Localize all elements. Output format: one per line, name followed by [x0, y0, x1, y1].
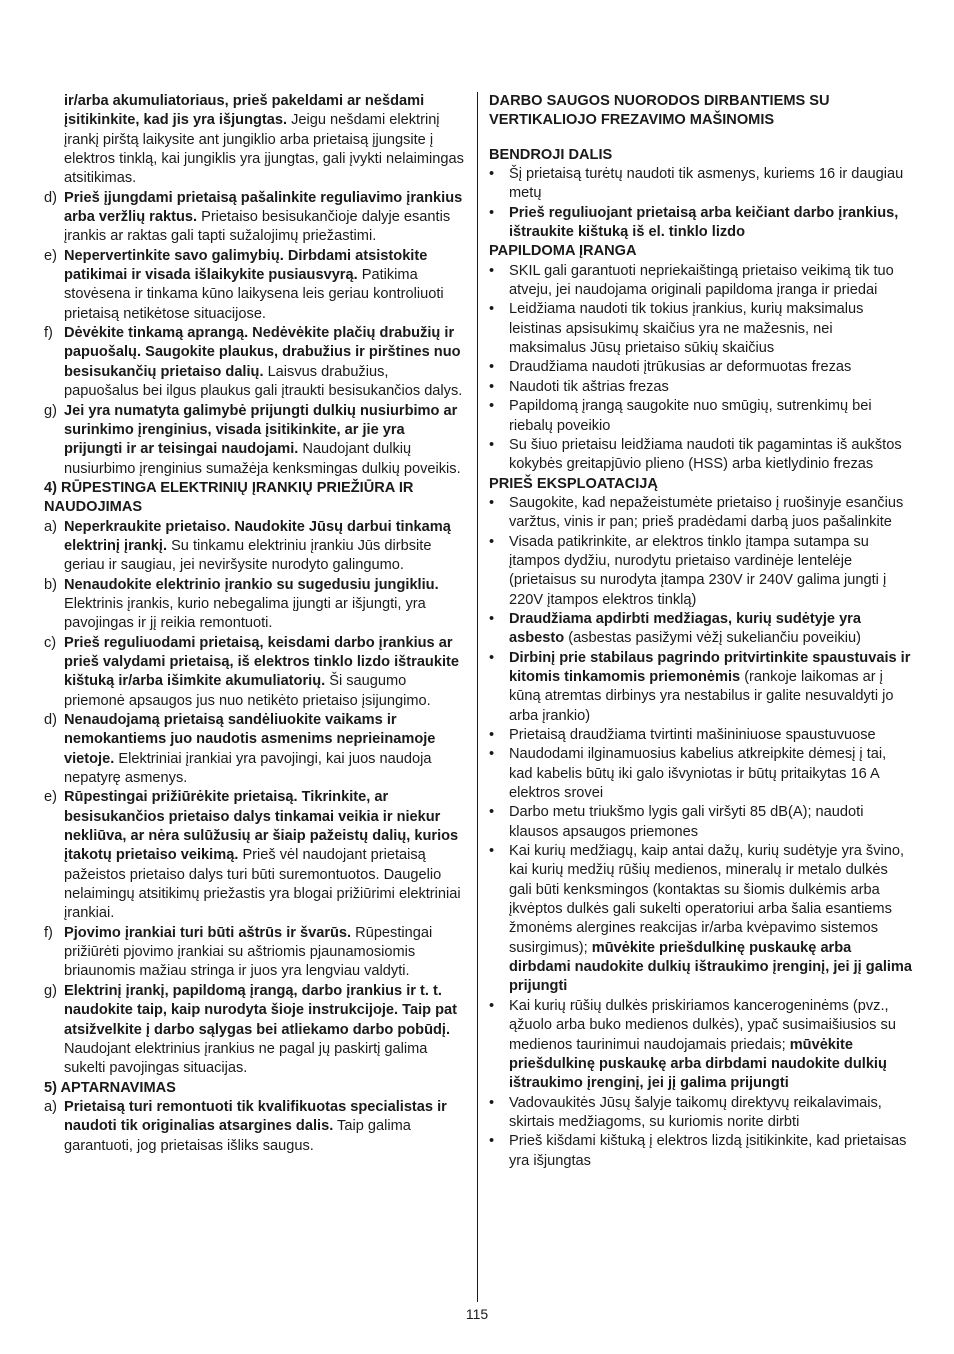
bullet-item [489, 649, 913, 726]
item-marker: c) [44, 634, 57, 651]
bullet-item [489, 262, 913, 301]
bullet-item [489, 300, 913, 358]
heading-section-5: 5) APTARNAVIMAS [44, 1079, 176, 1096]
bullet-item [489, 1094, 913, 1133]
item-marker: f) [44, 325, 53, 342]
bullet-icon: • [489, 398, 495, 415]
bullet-icon: • [489, 301, 495, 318]
list-item [44, 518, 466, 576]
bullet-text: Kai kurių medžiagų, kaip antai dažų, kurių sudėtyje yra švino, kai kurių medžių rūšių medienos, mineralų ir metalo dulkės gali būti kenksmingos (kontaktas su šiomis dulkėmis arba įkvėptos dulkės gali sukelti operatoriui arba šalia esantiems žmonėms alergines reakcijas ir/arba kvėpavimo sistemos susirgimus); mūvėkite priešdulkinę puskaukę arba dirbdami naudokite dulkių ištraukimo įrenginį, jei jį galima prijungti [509, 843, 913, 995]
item-marker: d) [44, 189, 57, 206]
item-text: Nenaudokite elektrinio įrankio su sugedusiu jungikliu. Elektrinis įrankis, kurio nebegalima įjungti ar išjungti, yra pavojingas ir jį reikia remontuoti. [64, 576, 439, 632]
safety-title: DARBO SAUGOS NUORODOS DIRBANTIEMS SU VERTIKALIOJO FREZAVIMO MAŠINOMIS [489, 93, 830, 129]
bullet-item [489, 1132, 913, 1171]
bullet-item [489, 436, 913, 475]
list-item [44, 924, 466, 982]
bullet-text: Naudodami ilginamuosius kabelius atkreipkite dėmesį į tai, kad kabelis būtų iki galo išvyniotas ir būtų pritaikytas 16 A elektros srovei [509, 746, 887, 802]
item-marker: e) [44, 247, 57, 264]
bullet-icon: • [489, 359, 495, 376]
left-column [44, 92, 466, 1156]
bullet-icon: • [489, 804, 495, 821]
bullet-item [489, 726, 913, 745]
bullet-text: Vadovaukitės Jūsų šalyje taikomų direktyvų reikalavimais, skirtais medžiagoms, su kuriomis norite dirbti [509, 1094, 882, 1130]
bullet-item [489, 533, 913, 610]
item-text: Elektrinį įrankį, papildomą įrangą, darbo įrankius ir t. t. naudokite taip, kaip nurodyta šioje instrukcijoje. Taip pat atsižvelkite į darbo sąlygas bei atliekamo darbo pobūdį. Naudojant elektrinius įrankius ne pagal jų paskirtį galima sukelti pavojingas situacijas. [64, 982, 458, 1077]
column-divider [477, 92, 478, 1302]
item-text: Jei yra numatyta galimybė prijungti dulkių nusiurbimo ar surinkimo įrenginius, visada įsitikinkite, ar jie yra prijungti ir ar teisingai naudojami. Naudojant dulkių nusiurbimo įrenginius sumažėja kenksmingas dulkių poveikis. [64, 402, 461, 477]
continued-paragraph: ir/arba akumuliatoriaus, prieš pakeldami ar nešdami įsitikinkite, kad jis yra išjungtas. Jeigu nešdami elektrinį įrankį pirštą laikysite ant jungiklio arba prietaisą įjungsite į elektros tinklą, kai jungiklis yra įjungtas, gali įvykti nelaimingas atsitikimas. [64, 93, 464, 187]
bullet-text: Prietaisą draudžiama tvirtinti mašininiuose spaustuvuose [509, 727, 876, 743]
bullet-icon: • [489, 204, 495, 221]
item-marker: b) [44, 576, 57, 593]
item-marker: e) [44, 789, 57, 806]
heading-general: BENDROJI DALIS [489, 146, 613, 163]
list-item [44, 634, 466, 711]
bullet-icon: • [489, 262, 495, 279]
bullet-text: SKIL gali garantuoti nepriekaištingą prietaiso veikimą tik tuo atveju, jei naudojama originali papildoma įranga ir priedai [509, 262, 894, 299]
bullet-text: Papildomą įrangą saugokite nuo smūgių, sutrenkimų bei riebalų poveikio [509, 398, 872, 434]
bullet-text: Dirbinį prie stabilaus pagrindo pritvirtinkite spaustuvais ir kitomis tinkamomis priemonėmis (rankoje laikomas ar į kūną atremtas dirbinys yra nestabilus ir galite nesuvaldyti jo arba įrankio) [509, 649, 911, 724]
bullet-text: Kai kurių rūšių dulkės priskiriamos kancerogeninėms (pvz., ąžuolo arba buko medienos dulkės), ypač susimaišiusios su medienos taurinimui naudojamais priedais; mūvėkite priešdulkinę puskaukę arba dirbdami naudokite dulkių ištraukimo įrenginį, jei jį galima prijungti [509, 997, 896, 1092]
bullet-text: Draudžiama apdirbti medžiagas, kurių sudėtyje yra asbesto (asbestas pasižymi vėžį sukeliančiu poveikiu) [509, 610, 862, 647]
list-item [44, 982, 466, 1079]
bullet-icon: • [489, 610, 495, 627]
bullet-item [489, 204, 913, 243]
bullet-text: Šį prietaisą turėtų naudoti tik asmenys, kuriems 16 ir daugiau metų [509, 166, 904, 202]
bullet-item [489, 997, 913, 1094]
list-item [44, 189, 466, 247]
item-text: Prieš reguliuodami prietaisą, keisdami darbo įrankius ar prieš valydami prietaisą, iš elektros tinklo lizdo ištraukite kištuką ir/arba išimkite akumuliatorių. Ši saugumo priemonė apsaugos jus nuo netikėto prietaiso įsijungimo. [64, 634, 459, 709]
bullet-icon: • [489, 1094, 495, 1111]
bullet-text: Visada patikrinkite, ar elektros tinklo įtampa sutampa su įtampos dydžiu, nurodytu prietaiso vardinėje lentelėje (prietaisus su nurodyta įtampa 230V ir 240V galima jungti į 220V įtampos elektros tinklą) [509, 533, 887, 608]
bullet-icon: • [489, 1133, 495, 1150]
bullet-text: Prieš reguliuojant prietaisą arba keičiant darbo įrankius, ištraukite kištuką iš el. tinklo lizdo [509, 204, 899, 241]
item-text: Nenaudojamą prietaisą sandėliuokite vaikams ir nemokantiems juo naudotis asmenims neprieinamoje vietoje. Elektriniai įrankiai yra pavojingi, kai juos naudoja nepatyrę asmenys. [64, 712, 436, 787]
bullet-text: Su šiuo prietaisu leidžiama naudoti tik pagamintas iš aukštos kokybės greitapjūvio plieno (HSS) arba kietlydinio frezas [509, 436, 902, 473]
bullet-icon: • [489, 436, 495, 453]
bullet-icon: • [489, 997, 495, 1014]
bullet-text: Leidžiama naudoti tik tokius įrankius, kurių maksimalus leistinas apsisukimų skaičius yra ne mažesnis, nei maksimalus Jūsų prietaiso sūkių skaičius [509, 301, 864, 357]
heading-accessories: PAPILDOMA ĮRANGA [489, 243, 637, 260]
item-text: Nepervertinkite savo galimybių. Dirbdami atsistokite patikimai ir visada išlaikykite pusiausvyrą. Patikima stovėsena ir tinkama kūno laikysena leis geriau kontroliuoti prietaisą netikėtose situacijose. [64, 247, 444, 322]
list-general [489, 165, 913, 242]
bullet-item [489, 397, 913, 436]
list-section-5 [44, 1098, 466, 1156]
bullet-text: Saugokite, kad nepažeistumėte prietaiso į ruošinyje esančius varžtus, vinis ir pan; prieš pradėdami darbą juos pašalinkite [509, 494, 904, 531]
item-marker: f) [44, 924, 53, 941]
list-item [44, 711, 466, 788]
bullet-text: Prieš kišdami kištuką į elektros lizdą įsitikinkite, kad prietaisas yra išjungtas [509, 1133, 907, 1169]
bullet-item [489, 610, 913, 649]
bullet-item [489, 494, 913, 533]
bullet-icon: • [489, 727, 495, 743]
list-item [44, 1098, 466, 1156]
item-text: Neperkraukite prietaiso. Naudokite Jūsų darbui tinkamą elektrinį įrankį. Su tinkamu elektriniu įrankiu Jūs dirbsite geriau ir saugiau, jei neviršysite nurodyto galingumo. [64, 518, 451, 574]
right-column [489, 92, 913, 1171]
item-text: Dėvėkite tinkamą aprangą. Nedėvėkite plačių drabužių ir papuošalų. Saugokite plaukus, drabužius ir pirštines nuo besisukančių prietaiso dalių. Laisvus drabužius, papuošalus bei ilgus plaukus gali įtraukti besisukančios dalys. [64, 325, 463, 400]
bullet-icon: • [489, 494, 495, 511]
item-text: Rūpestingai prižiūrėkite prietaisą. Tikrinkite, ar besisukančios prietaiso dalys tinkamai veikia ir niekur nekliūva, ar nėra sulūžusių ar šiaip pažeistų dalių, kurios įtakotų prietaiso veikimą. Prieš vėl naudojant prietaisą pažeistos prietaiso dalys turi būti suremontuotos. Daugelio nelaimingų atsitikimų priežastis yra blogai prižiūrimi elektriniai įrankiai. [64, 789, 461, 922]
list-section-4 [44, 518, 466, 1079]
item-marker: a) [44, 518, 57, 535]
bullet-icon: • [489, 166, 495, 183]
item-marker: g) [44, 402, 57, 419]
item-text: Prietaisą turi remontuoti tik kvalifikuotas specialistas ir naudoti tik originalias atsargines dalis. Taip galima garantuoti, jog prietaisas išliks saugus. [64, 1098, 447, 1154]
list-item [44, 324, 466, 401]
bullet-icon: • [489, 746, 495, 763]
bullet-item [489, 745, 913, 803]
bullet-text: Draudžiama naudoti įtrūkusias ar deformuotas frezas [509, 359, 852, 376]
bullet-item [489, 842, 913, 997]
page-number: 115 [465, 1306, 489, 1322]
bullet-item [489, 165, 913, 204]
item-marker: a) [44, 1098, 57, 1115]
list-before-use [489, 494, 913, 1171]
item-text: Pjovimo įrankiai turi būti aštrūs ir švarūs. Rūpestingai prižiūrėti pjovimo įrankiai su aštriomis pjaunamosiomis briaunomis mažiau stringa ir juos yra lengviau valdyti. [64, 924, 433, 980]
list-section-3 [44, 189, 466, 479]
list-accessories [489, 262, 913, 475]
item-text: Prieš įjungdami prietaisą pašalinkite reguliavimo įrankius arba veržlių raktus. Prietaiso besisukančioje dalyje esantis įrankis ar raktas gali tapti sužalojimų priežastimi. [64, 189, 463, 245]
heading-section-4: 4) RŪPESTINGA ELEKTRINIŲ ĮRANKIŲ PRIEŽIŪRA IR NAUDOJIMAS [44, 479, 414, 516]
bullet-icon: • [489, 378, 495, 395]
bullet-text: Naudoti tik aštrias frezas [509, 378, 669, 395]
list-item [44, 247, 466, 324]
item-marker: g) [44, 982, 57, 999]
heading-before-use: PRIEŠ EKSPLOATACIJĄ [489, 475, 658, 492]
bullet-item [489, 803, 913, 842]
bullet-item [489, 378, 913, 397]
list-item [44, 576, 466, 634]
item-marker: d) [44, 712, 57, 728]
bullet-icon: • [489, 843, 495, 860]
bullet-item [489, 358, 913, 377]
bullet-text: Darbo metu triukšmo lygis gali viršyti 85 dB(A); naudoti klausos apsaugos priemones [509, 804, 864, 840]
bullet-icon: • [489, 533, 495, 550]
bullet-icon: • [489, 649, 495, 666]
list-item [44, 788, 466, 923]
list-item [44, 402, 466, 479]
